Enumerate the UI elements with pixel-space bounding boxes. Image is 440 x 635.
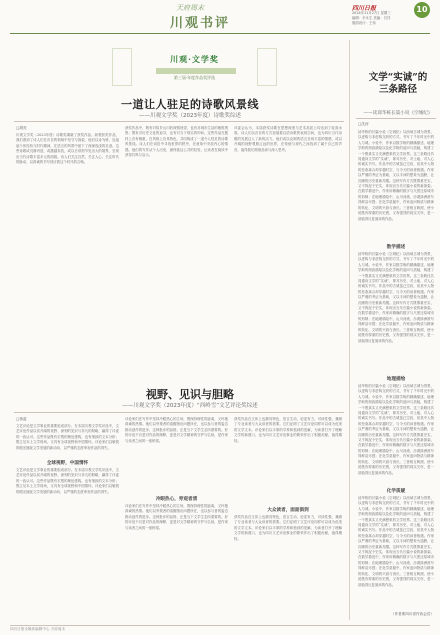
- masthead: [0, 0, 440, 34]
- article1-column-3: [234, 126, 342, 378]
- article1-byline: □胡亮: [16, 126, 27, 130]
- article1-text-3: 评委会认为，本届获奖诗歌在思想深度与艺术品质上均达到了较高水准。诗人们以各自的方式拓展着汉语诗歌的表现空间，也为四川当代诗歌的发展注入了新的活力。他们或以克制的语言呈现丰富的情感，或以开阔的视野观照辽远的世界，在传统与现代之间找到了属于自己的声音，值得我们细细品读与深入思考。: [234, 126, 342, 152]
- masthead-meta-date: 2024年11月27日 星期三: [352, 11, 391, 15]
- article2-text-1: 文艺评论是文学事业的重要组成部分。在本届川观文学奖评选中，文艺评论作品以其开阔的视野、深刻的见识与非凡的胆略，赢得了评委的一致认可。这些作品既有宏观的理论建构，也有细致的文本分析；既立足本土文学现场，又具有全球视野和中国情怀。评论家们以敏锐的眼光捕捉文学发展的新动向，以严谨的态度审视作品的得失。: [16, 424, 119, 450]
- article2-column-2a: [125, 417, 228, 492]
- article2-text-3b: 获奖作品在文体上也颇具特色，语言生动，论述有力，可读性强，兼顾了专业读者与大众读者的需要。它们证明了文艺评论同样可以成为优美的文学文本。评论家们以丰厚的学养和独到的见解，为读者打开了理解文学的新窗口，也为四川文艺评论事业的繁荣作出了积极贡献，值得期待。: [234, 515, 342, 541]
- article2-section-heading-3: 大众读者，面面俱到: [267, 508, 309, 513]
- page-number-badge: 10: [414, 2, 430, 18]
- article3-divider: [356, 118, 436, 119]
- article1-text-2: 获奖作品中，既有对故乡山川的深情回望，也有对城市生活的敏锐观察；既有对历史文化的追寻，也有对当下现实的叩问。这些作品在题材上各有侧重，在风格上各具特色，共同构成了一道令人驻足的诗歌风景线。诗人们在词语中寻找世界的秩序，在意象中安放内心的情感。他们的写作从个人出发，最终抵达公共的经验，让读者在阅读中获得共鸣与启示。: [125, 126, 228, 158]
- article1-divider: [14, 121, 344, 122]
- article2-text-1b: 文艺评论是文学事业的重要组成部分。在本届川观文学奖评选中，文艺评论作品以其开阔的视野、深刻的见识与非凡的胆略，赢得了评委的一致认可。这些作品既有宏观的理论建构，也有细致的文本分析；既立足本土文学现场，又具有全球视野和中国情怀。评论家们以敏锐的眼光捕捉文学发展的新动向，以严谨的态度审视作品的得失。: [16, 468, 119, 494]
- section-name: 川观书评: [170, 16, 231, 31]
- article3-text-2: 邱华栋的长篇小说《空城纪》以西域古城为背景，以虚构与非虚构交织的方式，书写了千年时光中的人与城。小说中，作家以数学般的精确描述、地理学般的细致描绘以及化学般的追问与质疑，构建了一个既真实又充满想象的文学世界。这三条路径共同通向文学的“实诚”，即对历史、对土地、对人心的诚实书写。作品中的古城虽已空寂，但其中人物的悲欢离合却穿越时空，与今天的读者相遇。作家以严谨的考证为基础，又以丰沛的想象为翅膀，让沉睡的历史重新苏醒。这种写作方式既尊重史实，又不拘泥于史实，体现出当代长篇小说的新探索。在数学描述中，作家用精确的数字与尺度还原城市的形制；在地理描绘中，山川河流、沙漠绿洲被写得鲜活可感；在化学质疑中，作家追问物质与精神的转化、文明的兴衰与消长。三者相互映照，使小说既有厚重的历史感，又有强烈的现实关怀，是一部值得反复阅读的作品。: [358, 252, 434, 343]
- article1-column-1: [16, 133, 119, 378]
- article3-column-3: [358, 384, 434, 484]
- article3-text-3: 邱华栋的长篇小说《空城纪》以西域古城为背景，以虚构与非虚构交织的方式，书写了千年时光中的人与城。小说中，作家以数学般的精确描述、地理学般的细致描绘以及化学般的追问与质疑，构建了一个既真实又充满想象的文学世界。这三条路径共同通向文学的“实诚”，即对历史、对土地、对人心的诚实书写。作品中的古城虽已空寂，但其中人物的悲欢离合却穿越时空，与今天的读者相遇。作家以严谨的考证为基础，又以丰沛的想象为翅膀，让沉睡的历史重新苏醒。这种写作方式既尊重史实，又不拘泥于史实，体现出当代长篇小说的新探索。在数学描述中，作家用精确的数字与尺度还原城市的形制；在地理描绘中，山川河流、沙漠绿洲被写得鲜活可感；在化学质疑中，作家追问物质与精神的转化、文明的兴衰与消长。三者相互映照，使小说既有厚重的历史感，又有强烈的现实关怀，是一部值得反复阅读的作品。: [358, 384, 434, 475]
- article3-section-heading-2: 地理描绘: [386, 377, 406, 382]
- article3-title-line-2: 三条路径: [378, 84, 417, 95]
- article3-section-heading-1: 数学描述: [386, 245, 406, 250]
- article2-column-3a: [234, 417, 342, 503]
- article1-text-1: 川观文学奖（2023年度）诗歌奖揭晓了获奖作品。纵观获奖作品，我们看到了诗人们在各自的领域中坚守与探索，他们以诗为桥，连接起个体经验与时代精神，在语言的风景中留下了深深浅浅的足迹。这些诗歌或沉静内敛，或激越奔放，或以日常细节见出大的境界，呈现出当代诗歌丰富多元的面貌。诗人们关注自然、关注人心、关注时代的脉动，以真诚的书写回应着这个时代的召唤。: [16, 133, 119, 165]
- article2-column-2b: [125, 504, 228, 618]
- article3-title-line-1: 文学“实诚”的: [368, 72, 428, 83]
- article3-text-4: 邱华栋的长篇小说《空城纪》以西域古城为背景，以虚构与非虚构交织的方式，书写了千年时光中的人与城。小说中，作家以数学般的精确描述、地理学般的细致描绘以及化学般的追问与质疑，构建了一个既真实又充满想象的文学世界。这三条路径共同通向文学的“实诚”，即对历史、对土地、对人心的诚实书写。作品中的古城虽已空寂，但其中人物的悲欢离合却穿越时空，与今天的读者相遇。作家以严谨的考证为基础，又以丰沛的想象为翅膀，让沉睡的历史重新苏醒。这种写作方式既尊重史实，又不拘泥于史实，体现出当代长篇小说的新探索。在数学描述中，作家用精确的数字与尺度还原城市的形制；在地理描绘中，山川河流、沙漠绿洲被写得鲜活可感；在化学质疑中，作家追问物质与精神的转化、文明的兴衰与消长。三者相互映照，使小说既有厚重的历史感，又有强烈的现实关怀，是一部值得反复阅读的作品。: [358, 496, 434, 587]
- article3-column-1: [358, 130, 434, 240]
- article3-text-1: 邱华栋的长篇小说《空城纪》以西域古城为背景，以虚构与非虚构交织的方式，书写了千年时光中的人与城。小说中，作家以数学般的精确描述、地理学般的细致描绘以及化学般的追问与质疑，构建了一个既真实又充满想象的文学世界。这三条路径共同通向文学的“实诚”，即对历史、对土地、对人心的诚实书写。作品中的古城虽已空寂，但其中人物的悲欢离合却穿越时空，与今天的读者相遇。作家以严谨的考证为基础，又以丰沛的想象为翅膀，让沉睡的历史重新苏醒。这种写作方式既尊重史实，又不拘泥于史实，体现出当代长篇小说的新探索。在数学描述中，作家用精确的数字与尺度还原城市的形制；在地理描绘中，山川河流、沙漠绿洲被写得鲜活可感；在化学质疑中，作家追问物质与精神的转化、文明的兴衰与消长。三者相互映照，使小说既有厚重的历史感，又有强烈的现实关怀，是一部值得反复阅读的作品。: [358, 130, 434, 221]
- article2-section-heading-1: 全球视野，中国情怀: [46, 461, 89, 466]
- article2-byline: □蒋蓝: [16, 417, 27, 421]
- column-title: 天府周末: [176, 4, 204, 12]
- column-divider: [349, 40, 350, 620]
- article2-text-2: 评论家们在写作中坚持冷眼热心的立场，既保持理性的距离，又怀抱真诚的热情。他们以旁观者的清醒指出问题所在，也以参与者的姿态推动创作的进步。这种批评的品格，正是当下文学生态所需要的。好的评论不仅是对作品的阐释，更是对文学精神的守护与弘扬，是作家与读者之间的一座桥梁。: [125, 417, 228, 443]
- article2-text-2b: 评论家们在写作中坚持冷眼热心的立场，既保持理性的距离，又怀抱真诚的热情。他们以旁观者的清醒指出问题所在，也以参与者的姿态推动创作的进步。这种批评的品格，正是当下文学生态所需要的。好的评论不仅是对作品的阐释，更是对文学精神的守护与弘扬，是作家与读者之间的一座桥梁。: [125, 504, 228, 530]
- article3-section-heading-3: 化学质疑: [386, 489, 406, 494]
- article2-column-1b: [16, 468, 119, 618]
- article3-title: [358, 72, 438, 96]
- article2-text-3: 获奖作品在文体上也颇具特色，语言生动，论述有力，可读性强，兼顾了专业读者与大众读者的需要。它们证明了文艺评论同样可以成为优美的文学文本。评论家们以丰厚的学养和独到的见解，为读者打开了理解文学的新窗口，也为四川文艺评论事业的繁荣作出了积极贡献，值得期待。: [234, 417, 342, 443]
- article3-subtitle: ——读邱华栋长篇小说《空城纪》: [363, 111, 433, 116]
- article1-column-2: [125, 126, 228, 378]
- award-banner: [112, 48, 277, 86]
- article2-title: 视野、见识与胆略: [146, 388, 234, 401]
- article3-source: （作者系四川省作协会员）: [390, 612, 434, 616]
- banner-text: 川观·文学奖: [170, 54, 219, 64]
- page-footer: 四川日报全媒体编辑中心 天府周末: [10, 625, 430, 632]
- banner-subtext: 第三届·年度作品奖评选: [173, 75, 216, 80]
- article2-column-3b: [234, 515, 342, 618]
- masthead-divider: [10, 33, 430, 34]
- paper-name: 四川日报: [352, 5, 377, 12]
- article2-section-heading-2: 冷眼热心，旁观者清: [155, 497, 198, 502]
- article2-divider: [14, 412, 344, 413]
- article2-subtitle: ——川观文学奖（2023年度）“西岭雪”文艺评论奖综述: [122, 403, 258, 409]
- article2-column-1a: [16, 424, 119, 456]
- article1-title: 一道让人驻足的诗歌风景线: [121, 98, 259, 111]
- article3-byline: □沈河: [358, 122, 369, 126]
- banner-bar: [156, 68, 236, 74]
- masthead-meta-editor: 编辑：佘永生 美编：吕洋: [352, 16, 391, 20]
- article3-column-4: [358, 496, 434, 608]
- masthead-meta-design: 版面设计：王伟: [352, 21, 376, 25]
- article3-column-2: [358, 252, 434, 372]
- article1-subtitle: ——川观文学奖（2023年度）诗歌奖综述: [139, 113, 241, 119]
